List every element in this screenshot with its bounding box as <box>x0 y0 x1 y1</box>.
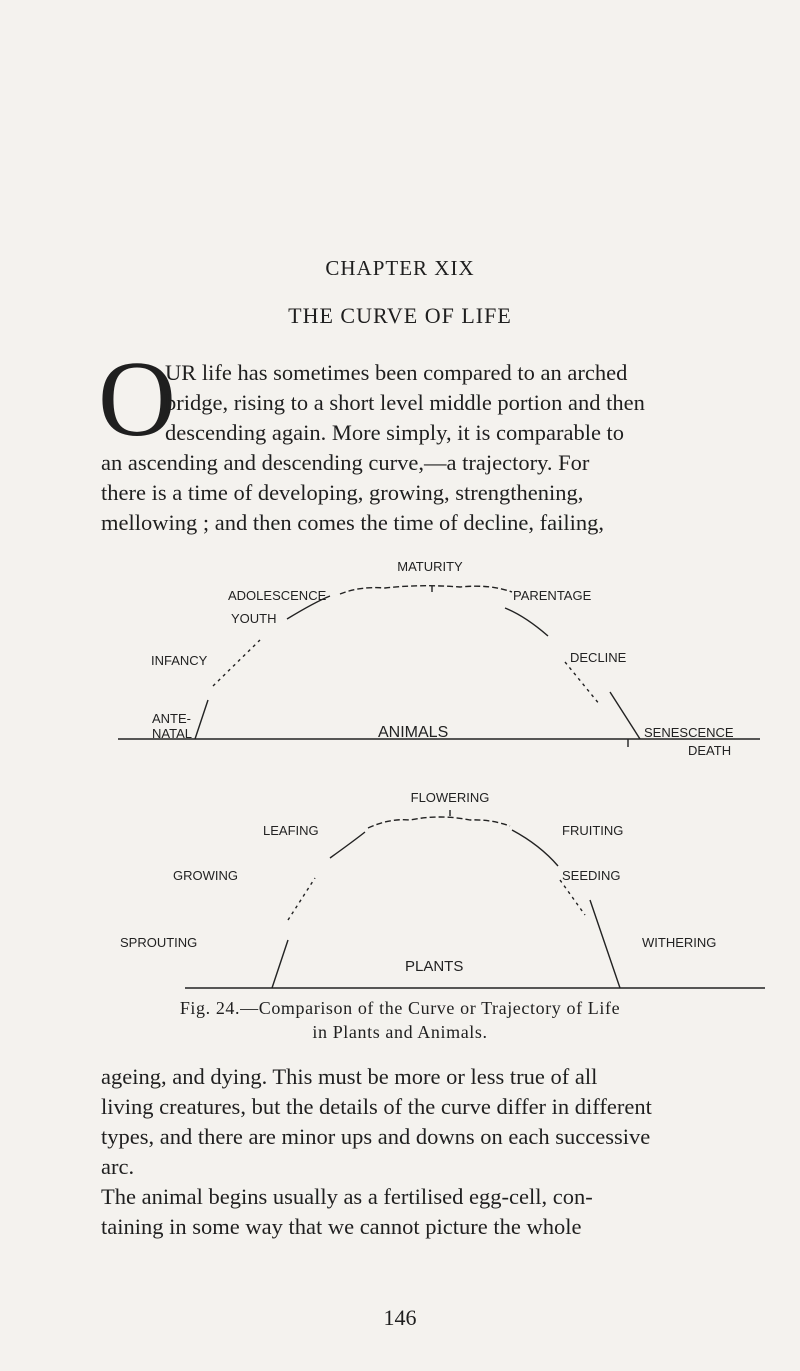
caption-line: Fig. 24.—Comparison of the Curve or Trajectory of Life <box>179 998 621 1018</box>
label-parentage: PARENTAGE <box>513 588 592 603</box>
text-line: an ascending and descending curve,—a trajectory. For <box>101 450 590 475</box>
text-line: bridge, rising to a short level middle portion and then <box>165 390 645 415</box>
text-line: living creatures, but the details of the curve differ in different <box>101 1094 652 1119</box>
chapter-title: THE CURVE OF LIFE <box>288 303 512 328</box>
label-decline: DECLINE <box>570 650 627 665</box>
text-line: there is a time of developing, growing, strengthening, <box>101 480 584 505</box>
label-withering: WITHERING <box>642 935 717 950</box>
text-line: mellowing ; and then comes the time of decline, failing, <box>101 510 604 535</box>
drop-cap: O <box>98 340 176 459</box>
label-growing: GROWING <box>173 868 238 883</box>
plants-curve-sprouting <box>272 940 288 988</box>
text-line: taining in some way that we cannot picture the whole <box>101 1214 582 1239</box>
label-sprouting: SPROUTING <box>120 935 198 950</box>
plants-curve-flowering <box>368 817 510 828</box>
plants-curve-withering <box>590 900 620 988</box>
animals-curve-senescence <box>610 692 640 739</box>
caption-line: in Plants and Animals. <box>312 1022 488 1042</box>
label-natal: NATAL <box>152 726 192 741</box>
plants-curve-fruiting <box>512 830 558 866</box>
label-youth: YOUTH <box>231 611 277 626</box>
label-plants: PLANTS <box>405 958 464 975</box>
text-line: descending again. More simply, it is comparable to <box>165 420 625 445</box>
animals-curve-infancy <box>213 640 260 686</box>
text-line: The animal begins usually as a fertilised egg-cell, con- <box>101 1184 593 1209</box>
label-fruiting: FRUITING <box>562 823 624 838</box>
text-line: arc. <box>101 1154 135 1179</box>
label-death: DEATH <box>688 743 732 758</box>
animals-curve-maturity <box>340 586 512 594</box>
plants-curve-seeding <box>560 880 585 915</box>
text-line: types, and there are minor ups and downs on each successive <box>101 1124 651 1149</box>
label-ante: ANTE- <box>152 711 191 726</box>
text-line: UR life has sometimes been compared to an arched <box>165 360 628 385</box>
paragraph-1 <box>101 358 785 538</box>
figure-caption <box>0 996 800 1044</box>
label-infancy: INFANCY <box>151 653 208 668</box>
life-curve-figure <box>0 540 800 990</box>
label-maturity: MATURITY <box>397 559 463 574</box>
label-senescence: SENESCENCE <box>644 725 734 740</box>
page-number: 146 <box>383 1305 417 1330</box>
chapter-heading: CHAPTER XIX <box>325 256 475 280</box>
label-animals: ANIMALS <box>378 724 449 741</box>
animals-curve-parentage <box>505 608 548 636</box>
plants-curve-growing <box>288 878 315 920</box>
label-flowering: FLOWERING <box>410 790 490 805</box>
label-seeding: SEEDING <box>562 868 621 883</box>
label-adolescence: ADOLESCENCE <box>228 588 327 603</box>
animals-curve-decline <box>565 662 600 705</box>
label-leafing: LEAFING <box>263 823 319 838</box>
text-line: ageing, and dying. This must be more or less true of all <box>101 1064 598 1089</box>
plants-curve-leafing <box>330 832 365 858</box>
paragraph-2 <box>101 1062 785 1242</box>
animals-curve-antenatal <box>195 700 208 739</box>
